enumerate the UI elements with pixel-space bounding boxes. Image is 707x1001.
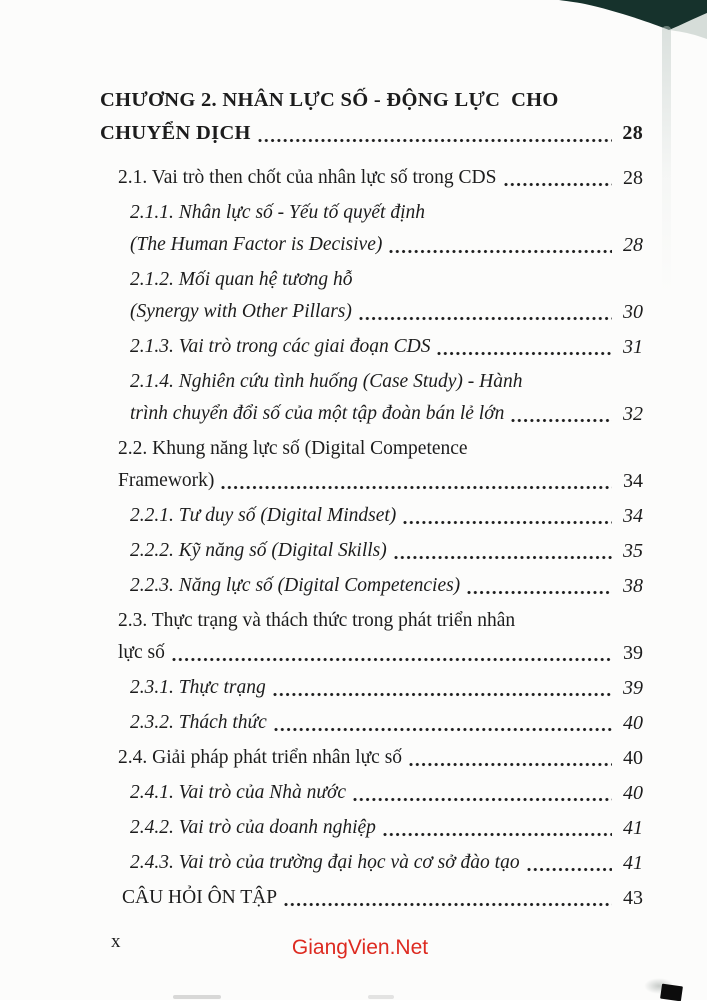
dot-leader xyxy=(389,249,612,254)
toc-entry xyxy=(100,707,643,739)
page-number: 32 xyxy=(623,403,643,425)
page-number: 39 xyxy=(623,642,643,664)
page-number: 28 xyxy=(622,122,643,144)
toc-entry-text: 2.2.1. Tư duy số (Digital Mindset) xyxy=(130,505,397,526)
toc-entry-line xyxy=(130,812,643,844)
page-number: 31 xyxy=(623,336,643,358)
dot-leader xyxy=(258,138,612,143)
page-number: 39 xyxy=(623,677,643,699)
scan-smudge xyxy=(173,995,221,999)
toc-entry-text: trình chuyển đổi số của một tập đoàn bán lẻ lớn xyxy=(130,403,505,424)
toc-entry-text: 2.3.2. Thách thức xyxy=(130,712,267,733)
dot-leader xyxy=(359,316,612,321)
toc-entry xyxy=(100,331,643,363)
toc-entry-text: 2.4.1. Vai trò của Nhà nước xyxy=(130,782,347,803)
toc-entry-text: 2.2. Khung năng lực số (Digital Competence xyxy=(118,438,468,459)
toc-entry-text: 2.4. Giải pháp phát triển nhân lực số xyxy=(118,747,403,768)
toc-entry xyxy=(100,535,643,567)
dot-leader xyxy=(504,182,613,187)
toc-entry xyxy=(100,777,643,809)
toc-entry-line xyxy=(118,465,643,497)
page-number: 41 xyxy=(623,817,643,839)
table-of-contents xyxy=(100,84,643,917)
dot-leader xyxy=(403,520,612,525)
toc-entry-text: 2.4.3. Vai trò của trường đại học và cơ sở đào tạo xyxy=(130,852,520,873)
dot-leader xyxy=(273,692,612,697)
toc-entry-text: lực số xyxy=(118,642,165,663)
dot-leader xyxy=(437,351,612,356)
footer-page-number: x xyxy=(111,931,121,952)
toc-entry xyxy=(100,570,643,602)
toc-entry-text: CÂU HỎI ÔN TẬP xyxy=(122,887,278,908)
toc-entry xyxy=(100,672,643,704)
toc-entry-line xyxy=(130,500,643,532)
dot-leader xyxy=(172,657,612,662)
page-number: 30 xyxy=(623,301,643,323)
toc-entry-line xyxy=(130,366,643,398)
dot-leader xyxy=(221,485,612,490)
toc-entry-text: 2.2.2. Kỹ năng số (Digital Skills) xyxy=(130,540,387,561)
toc-entry-line xyxy=(122,882,643,914)
toc-entry-text: CHUYỂN DỊCH xyxy=(100,122,251,144)
toc-entry-line xyxy=(118,637,643,669)
dot-leader xyxy=(353,797,612,802)
toc-entry xyxy=(100,605,643,669)
toc-entry-line xyxy=(130,570,643,602)
toc-entry-text: 2.1. Vai trò then chốt của nhân lực số trong CDS xyxy=(118,167,497,188)
toc-entry-text: 2.3. Thực trạng và thách thức trong phát triển nhân xyxy=(118,610,516,631)
page-number: 43 xyxy=(623,887,643,909)
toc-entry-text: CHƯƠNG 2. NHÂN LỰC SỐ - ĐỘNG LỰC CHO xyxy=(100,89,559,111)
toc-entry-line xyxy=(130,777,643,809)
page-number: 35 xyxy=(623,540,643,562)
page-number: 40 xyxy=(623,712,643,734)
toc-entry-text: 2.1.2. Mối quan hệ tương hỗ xyxy=(130,269,353,290)
toc-entry-line xyxy=(130,535,643,567)
toc-entry xyxy=(100,882,643,914)
toc-entry-text: (The Human Factor is Decisive) xyxy=(130,234,383,255)
toc-entry xyxy=(100,366,643,430)
toc-entry-line xyxy=(130,847,643,879)
toc-entry-line xyxy=(130,264,643,296)
page-number: 40 xyxy=(623,782,643,804)
toc-entry-line xyxy=(118,433,643,465)
toc-entry-line xyxy=(130,672,643,704)
dot-leader xyxy=(274,727,612,732)
toc-entry-text: 2.2.3. Năng lực số (Digital Competencies) xyxy=(130,575,461,596)
scan-artifact-blob xyxy=(660,984,683,1001)
toc-entry xyxy=(100,197,643,261)
dot-leader xyxy=(409,762,612,767)
toc-entry-text: (Synergy with Other Pillars) xyxy=(130,301,352,322)
page-number: 40 xyxy=(623,747,643,769)
toc-entry xyxy=(100,433,643,497)
toc-entry-line xyxy=(100,84,643,117)
toc-entry-line xyxy=(118,605,643,637)
toc-entry xyxy=(100,847,643,879)
toc-entry-line xyxy=(118,162,643,194)
dot-leader xyxy=(467,590,612,595)
toc-entry-line xyxy=(130,296,643,328)
page-number: 34 xyxy=(623,470,643,492)
toc-entry xyxy=(100,84,643,150)
watermark-text: GiangVien.Net xyxy=(291,936,429,959)
toc-entry-line xyxy=(130,229,643,261)
toc-entry xyxy=(100,264,643,328)
dot-leader xyxy=(394,555,612,560)
toc-entry-line xyxy=(100,117,643,150)
toc-entry xyxy=(100,500,643,532)
toc-entry xyxy=(100,812,643,844)
page-number: 34 xyxy=(623,505,643,527)
dot-leader xyxy=(511,418,612,423)
toc-entry-line xyxy=(130,707,643,739)
toc-entry-text: 2.1.1. Nhân lực số - Yếu tố quyết định xyxy=(130,202,425,223)
page-number: 38 xyxy=(623,575,643,597)
toc-entry-text: Framework) xyxy=(118,470,215,491)
dot-leader xyxy=(527,867,612,872)
toc-entry-text: 2.1.3. Vai trò trong các giai đoạn CDS xyxy=(130,336,431,357)
toc-entry-line xyxy=(130,197,643,229)
dot-leader xyxy=(284,902,612,907)
page-number: 28 xyxy=(623,234,643,256)
scan-smudge xyxy=(368,995,394,999)
corner-shadow-shape xyxy=(557,0,707,44)
toc-entry-line xyxy=(130,331,643,363)
toc-entry-text: 2.4.2. Vai trò của doanh nghiệp xyxy=(130,817,376,838)
page-number: 41 xyxy=(623,852,643,874)
toc-entry xyxy=(100,742,643,774)
scan-edge-streak xyxy=(662,26,671,296)
toc-entry-line xyxy=(118,742,643,774)
toc-entry-text: 2.3.1. Thực trạng xyxy=(130,677,266,698)
page-number: 28 xyxy=(623,167,643,189)
dot-leader xyxy=(383,832,612,837)
toc-entry xyxy=(100,162,643,194)
page-corner-shadow xyxy=(557,0,707,44)
toc-entry-text: 2.1.4. Nghiên cứu tình huống (Case Study) - Hành xyxy=(130,371,523,392)
toc-entry-line xyxy=(130,398,643,430)
